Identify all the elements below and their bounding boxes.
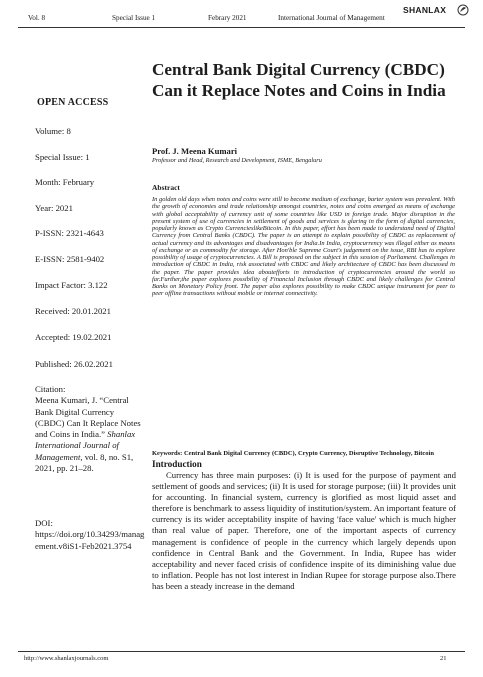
keywords-text: Central Bank Digital Currency (CBDC), Crypto Currency, Disruptive Technology, Bitcoin	[183, 450, 434, 457]
header-divider	[18, 27, 465, 28]
citation-label: Citation:	[35, 384, 66, 394]
meta-year: Year: 2021	[35, 203, 73, 213]
publisher-logo	[403, 3, 467, 23]
page-number: 21	[440, 655, 447, 662]
keywords-label: Keywords:	[152, 450, 183, 457]
meta-received: Received: 20.01.2021	[35, 306, 111, 316]
header-issue: Special Issue 1	[112, 14, 156, 22]
doi-block	[35, 518, 145, 552]
introduction-text: Currency has three main purposes: (i) It is used for the purpose of payment and settlement of goods and services; (ii) It is used for storage purpose; (iii) It provides unit for accounting. In financial system, currency is glorified as most liquid asset and therefore is benchmark to assess liquidity of institution/system. An important feature of currency is its wider acceptability inspite of having 'face value' which is much higher than real value of paper. Therefore, one of the important aspects of currency management is confidence of people in the currency which largely depends upon confidence in Central Bank and the Government. In India, Rupee has wider acceptability and never faced crisis of confidence inspite of its diminishing value due to inflation. People has not lost interest in Indian Rupee for storage purpose also.There has been a steady increase in the demand	[152, 470, 456, 591]
footer-divider	[18, 651, 465, 652]
logo-text: SHANLAX	[403, 5, 447, 15]
meta-accepted: Accepted: 19.02.2021	[35, 332, 112, 342]
meta-month: Month: February	[35, 177, 95, 187]
citation-block	[35, 384, 141, 474]
abstract-text: In golden old days when notes and coins were still to become medium of exchange, barter system was prevalent. With the growth of economies and trade relationship amongst countries, notes and coins emerged as means of exchange with global acceptability of currency unit of some countries like USD in foreign trade. Major disruption in the present system of use of currencies in settlement of goods and services is glaring in the form of digital currencies, popularly known as Crypto CurrencieslikeBitcoin. In this paper, effort has been made to understand need of Digital Currency from Central Banks (CBDC). The paper is an attempt to explain possibility of CBDC as replacement of actual currency and its advantages and disadvantages for India.In India, cryptocurrency was illegal either as means of exchange or as commodity for storage. After Hon'ble Supreme Court's judgement on the issue, RBI has to explore possibility of usage of cryptocurrencies. A Bill is proposed on the subject in this session of Parliament. Challenges in introduction of CBDC in India, risk associated with CBDC and likely architecture of CBDC has been discussed in the paper. The paper provides idea aboutefforts in introduction of cryptocurrencies around the world so far.Further,the paper explores possibility of Financial Inclusion through CBDC and likely challenges for Central Banks on Monetary Policy front. The paper also explores possibility to make CBDC unique instrument for peer to peer offline transactions without mobile or internet connectivity.	[152, 196, 455, 298]
citation-details: , vol. 8, no. S1, 2021, pp. 21–28.	[35, 451, 134, 474]
abstract-heading: Abstract	[152, 183, 180, 192]
author-name: Prof. J. Meena Kumari	[152, 146, 238, 156]
meta-p-issn: P-ISSN: 2321-4643	[35, 228, 104, 238]
open-access-label: OPEN ACCESS	[37, 97, 109, 108]
header-date: Febrary 2021	[208, 14, 247, 22]
meta-e-issn: E-ISSN: 2581-9402	[35, 254, 105, 264]
keywords	[152, 450, 455, 458]
citation-journal: Shanlax International Journal of Management	[35, 429, 136, 462]
meta-special-issue: Special Issue: 1	[35, 152, 90, 162]
header-journal-name: International Journal of Management	[278, 14, 385, 22]
meta-volume: Volume: 8	[35, 126, 71, 136]
introduction-heading: Introduction	[152, 459, 202, 469]
leaf-logo-icon	[457, 4, 469, 16]
meta-published: Published: 26.02.2021	[35, 359, 113, 369]
article-title: Central Bank Digital Currency (CBDC) Can it Replace Notes and Coins in India	[152, 60, 446, 100]
citation-text: Meena Kumari, J. “Central Bank Digital Currency (CBDC) Can It Replace Notes and Coins in India.”	[35, 395, 141, 440]
author-affiliation: Professor and Head, Research and Development, ISME, Bengaluru	[152, 157, 322, 164]
header-volume: Vol. 8	[28, 14, 46, 22]
footer-url[interactable]: http://www.shanlaxjournals.com	[24, 655, 109, 662]
doi-link[interactable]: https://doi.org/10.34293/management.v8iS1-Feb2021.3754	[35, 529, 145, 551]
doi-label: DOI:	[35, 518, 53, 528]
meta-impact-factor: Impact Factor: 3.122	[35, 280, 108, 290]
